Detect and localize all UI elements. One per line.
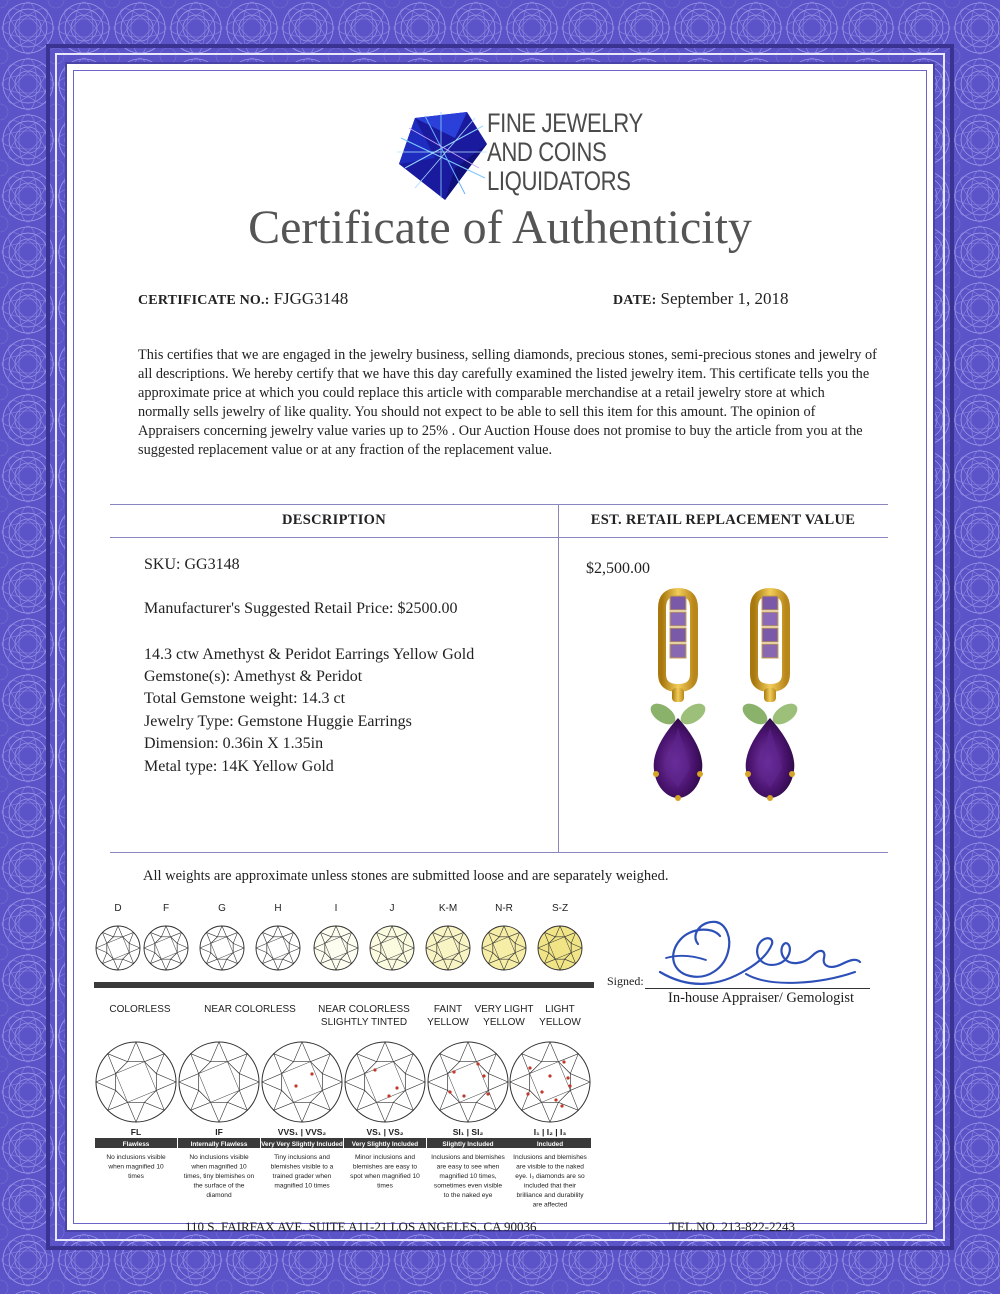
color-group-label: YELLOW	[539, 1017, 581, 1028]
certificate-title: Certificate of Authenticity	[248, 201, 752, 254]
clarity-diamond-icon	[262, 1042, 342, 1122]
clarity-description: are visible to the naked	[516, 1163, 584, 1171]
clarity-description: the surface of the	[193, 1182, 245, 1190]
earrings-image	[628, 583, 818, 808]
color-grade-diamond-icon	[370, 926, 414, 970]
table-top-rule	[110, 504, 888, 505]
clarity-description: times	[128, 1173, 144, 1180]
table-bottom-rule	[110, 852, 888, 853]
color-group-label: YELLOW	[483, 1017, 525, 1028]
clarity-code: VVS₁ | VVS₂	[277, 1127, 327, 1137]
inclusion-mark	[554, 1098, 557, 1101]
clarity-description: Tiny inclusions and	[274, 1154, 330, 1161]
table-column-divider	[558, 504, 559, 852]
clarity-name: Flawless	[122, 1141, 150, 1148]
clarity-description: when magnified 10	[191, 1163, 247, 1171]
clarity-description: Inclusions and blemishes	[431, 1154, 505, 1161]
certificate-number-label: CERTIFICATE NO.:	[138, 293, 270, 308]
clarity-description: No inclusions visible	[189, 1154, 249, 1161]
color-grade-label: I	[334, 903, 338, 914]
description-header: DESCRIPTION	[281, 512, 386, 528]
color-grade-diamond-icon	[144, 926, 188, 970]
jewelry-type-line: Jewelry Type: Gemstone Huggie Earrings	[144, 713, 412, 730]
inclusion-mark	[462, 1094, 465, 1097]
color-group-label: VERY LIGHT	[474, 1004, 534, 1015]
clarity-description: Inclusions and blemishes	[513, 1154, 587, 1161]
clarity-description: when magnified 10	[108, 1163, 164, 1171]
color-grade-label: J	[389, 903, 395, 914]
clarity-code: I₁ | I₂ | I₃	[533, 1127, 567, 1137]
table-header-rule	[110, 537, 888, 538]
clarity-description: included that their	[523, 1182, 577, 1190]
clarity-diamond-icon	[179, 1042, 259, 1122]
clarity-name: Included	[536, 1141, 564, 1148]
gemstones-line: Gemstone(s): Amethyst & Peridot	[144, 668, 363, 685]
inclusion-mark	[387, 1094, 390, 1097]
color-grade-diamond-icon	[96, 926, 140, 970]
weight-line: Total Gemstone weight: 14.3 ct	[144, 690, 346, 707]
color-grade-diamond-icon	[256, 926, 300, 970]
clarity-description: are easy to see when	[436, 1163, 500, 1171]
metal-type-line: Metal type: 14K Yellow Gold	[144, 758, 334, 775]
clarity-description: magnified 10 times	[274, 1182, 330, 1190]
clarity-diamond-icon	[428, 1042, 508, 1122]
color-grade-label: S-Z	[551, 903, 569, 914]
clarity-description: brilliance and durability	[516, 1192, 584, 1199]
color-grade-diamond-icon	[538, 926, 582, 970]
clarity-description: blemishes are easy to	[352, 1163, 418, 1171]
color-grade-diamond-icon	[482, 926, 526, 970]
clarity-description: magnified 10 times,	[439, 1173, 497, 1180]
intro-paragraph: This certifies that we are engaged in the jewelry business, selling diamonds, precious stones, semi-precious stones and jewelry of all descriptions. We hereby certify that we have this day carefully examined the listed jewelry item. This certificate tells you the approximate price at which you could replace this article with comparable merchandise at a retail jewelry store at which normally sells jewelry of like quality. You should not expect to be able to sell this item for this amount. The opinion of Appraisers concerning jewelry value varies up to 25% . Our Auction House does not promise to buy the article from you at the suggested replacement value or at any fraction of the replacement value.	[138, 347, 877, 458]
color-group-label: COLORLESS	[109, 1004, 171, 1015]
clarity-description: Minor inclusions and	[354, 1154, 416, 1161]
clarity-description: eye. I₃ diamonds are so	[515, 1173, 585, 1180]
signed-label: Signed:	[607, 974, 644, 988]
inclusion-mark	[373, 1068, 376, 1071]
brand-name	[487, 108, 643, 196]
inclusion-mark	[395, 1086, 398, 1089]
value-header: EST. RETAIL REPLACEMENT VALUE	[590, 512, 856, 528]
clarity-description: times	[377, 1182, 393, 1190]
certificate-number	[138, 289, 348, 309]
clarity-code: FL	[130, 1127, 142, 1137]
color-group-label: FAINT	[433, 1004, 463, 1015]
clarity-description: spot when magnified 10	[350, 1173, 420, 1180]
clarity-description: are affected	[532, 1201, 568, 1209]
brand-line: FINE JEWELRY	[487, 108, 643, 138]
inclusion-mark	[548, 1074, 551, 1077]
product-title-line: 14.3 ctw Amethyst & Peridot Earrings Yellow Gold	[144, 646, 475, 663]
msrp-line: Manufacturer's Suggested Retail Price: $2500.00	[144, 600, 458, 617]
clarity-description: sometimes even visible	[433, 1182, 503, 1190]
clarity-code: SI₁ | SI₂	[452, 1127, 484, 1137]
inclusion-mark	[448, 1090, 451, 1093]
clarity-description: No inclusions visible	[106, 1154, 166, 1161]
color-group-label: SLIGHTLY TINTED	[320, 1017, 408, 1028]
diamond-grading-scale	[94, 898, 594, 1228]
inclusion-mark	[568, 1084, 571, 1087]
color-grade-label: N-R	[495, 903, 513, 914]
inclusion-mark	[540, 1090, 543, 1093]
color-group-label: NEAR COLORLESS	[204, 1004, 296, 1015]
inclusion-mark	[562, 1060, 565, 1063]
weights-note: All weights are approximate unless stones are submitted loose and are separately weighed.	[143, 868, 669, 884]
clarity-description: trained grader when	[272, 1173, 332, 1180]
footer-address: 110 S. FAIRFAX AVE. SUITE A11-21 LOS ANGELES, CA 90036	[185, 1219, 537, 1234]
color-group-label: YELLOW	[427, 1017, 469, 1028]
color-grade-label: H	[274, 903, 282, 914]
color-group-label: LIGHT	[545, 1004, 575, 1015]
inclusion-mark	[486, 1092, 489, 1095]
color-grade-label: F	[162, 903, 170, 914]
clarity-diamond-icon	[510, 1042, 590, 1122]
brand-line: LIQUIDATORS	[487, 166, 631, 196]
clarity-code: VS₁ | VS₂	[366, 1127, 404, 1137]
color-grade-label: G	[218, 903, 226, 914]
clarity-name: Slightly Included	[442, 1141, 494, 1148]
clarity-code: IF	[215, 1127, 223, 1137]
clarity-description: blemishes visible to a	[270, 1163, 334, 1171]
color-grade-diamond-icon	[200, 926, 244, 970]
inclusion-mark	[482, 1074, 485, 1077]
brand-line: AND COINS	[487, 137, 607, 167]
color-grade-diamond-icon	[426, 926, 470, 970]
inclusion-mark	[566, 1076, 569, 1079]
appraiser-title: In-house Appraiser/ Gemologist	[668, 990, 855, 1006]
sku-line: SKU: GG3148	[144, 556, 240, 573]
inclusion-mark	[310, 1072, 313, 1075]
replacement-value: $2,500.00	[586, 560, 650, 577]
inclusion-mark	[526, 1092, 529, 1095]
clarity-name: Internally Flawless	[190, 1141, 248, 1148]
color-scale-bar	[94, 982, 594, 988]
clarity-diamond-icon	[96, 1042, 176, 1122]
clarity-description: to the naked eye	[443, 1192, 493, 1199]
handwritten-signature	[650, 914, 865, 996]
clarity-description: diamond	[206, 1192, 232, 1199]
inclusion-mark	[528, 1066, 531, 1069]
color-group-label: NEAR COLORLESS	[318, 1004, 410, 1015]
color-grade-label: K-M	[438, 903, 458, 914]
certificate-date	[613, 289, 788, 309]
color-grade-label: D	[114, 903, 122, 914]
inclusion-mark	[560, 1104, 563, 1107]
inclusion-mark	[294, 1084, 297, 1087]
footer-phone: TEL.NO. 213-822-2243	[669, 1219, 796, 1234]
certificate-number-value: FJGG3148	[273, 289, 349, 308]
inclusion-mark	[476, 1062, 479, 1065]
date-label: DATE:	[613, 293, 657, 308]
color-grade-diamond-icon	[314, 926, 358, 970]
clarity-name: Very Very Slightly Included	[261, 1141, 343, 1148]
inclusion-mark	[452, 1070, 455, 1073]
date-value: September 1, 2018	[660, 289, 789, 308]
dimension-line: Dimension: 0.36in X 1.35in	[144, 735, 324, 752]
clarity-name: Very Slightly Included	[351, 1141, 419, 1148]
clarity-description: times, tiny blemishes on	[183, 1173, 255, 1180]
clarity-diamond-icon	[345, 1042, 425, 1122]
